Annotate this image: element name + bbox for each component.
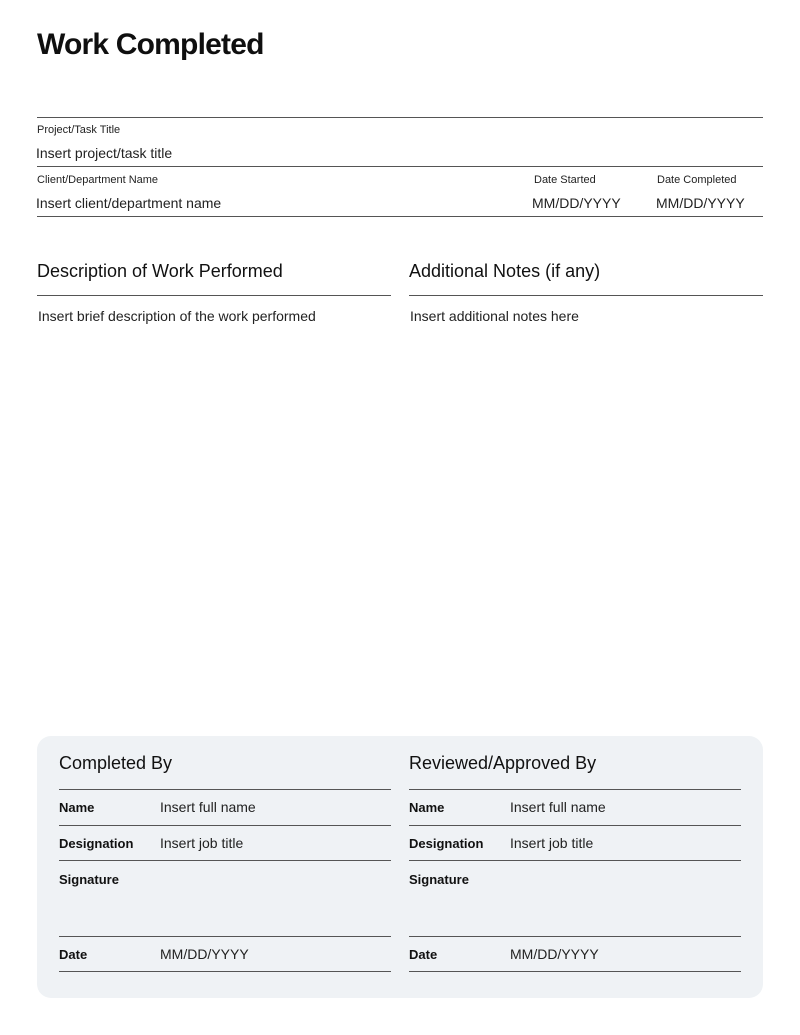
name-label: Name bbox=[409, 800, 445, 815]
date-label: Date bbox=[409, 947, 438, 962]
reviewed-by-name-field[interactable]: Insert full name bbox=[510, 799, 606, 815]
page-title: Work Completed bbox=[37, 28, 264, 61]
divider bbox=[409, 860, 741, 861]
divider bbox=[37, 117, 763, 118]
completed-by-name-field[interactable]: Insert full name bbox=[160, 799, 256, 815]
reviewed-by-designation-field[interactable]: Insert job title bbox=[510, 835, 594, 851]
divider bbox=[409, 936, 741, 937]
divider bbox=[409, 789, 741, 790]
designation-label: Designation bbox=[59, 836, 134, 851]
completed-by-heading: Completed By bbox=[59, 753, 173, 773]
divider bbox=[59, 860, 391, 861]
date-started-label: Date Started bbox=[534, 174, 596, 186]
divider bbox=[409, 295, 763, 296]
divider bbox=[59, 936, 391, 937]
divider bbox=[37, 166, 763, 167]
divider bbox=[409, 971, 741, 972]
name-label: Name bbox=[59, 800, 95, 815]
completed-by-date-field[interactable]: MM/DD/YYYY bbox=[160, 946, 249, 962]
date-completed-label: Date Completed bbox=[657, 174, 737, 186]
divider bbox=[59, 789, 391, 790]
client-name-label: Client/Department Name bbox=[37, 174, 159, 186]
date-started-field[interactable]: MM/DD/YYYY bbox=[532, 195, 621, 211]
reviewed-by-heading: Reviewed/Approved By bbox=[409, 753, 597, 773]
reviewed-by-date-field[interactable]: MM/DD/YYYY bbox=[510, 946, 599, 962]
divider bbox=[59, 971, 391, 972]
divider bbox=[59, 825, 391, 826]
notes-field[interactable]: Insert additional notes here bbox=[410, 308, 579, 324]
date-completed-field[interactable]: MM/DD/YYYY bbox=[656, 195, 745, 211]
signoff-panel bbox=[37, 736, 763, 998]
reviewed-by-section bbox=[409, 736, 741, 998]
completed-by-designation-field[interactable]: Insert job title bbox=[160, 835, 244, 851]
notes-heading: Additional Notes (if any) bbox=[409, 261, 601, 281]
signature-label: Signature bbox=[409, 872, 469, 887]
signature-label: Signature bbox=[59, 872, 119, 887]
divider bbox=[37, 295, 391, 296]
designation-label: Designation bbox=[409, 836, 484, 851]
completed-by-section bbox=[59, 736, 391, 998]
divider bbox=[37, 216, 763, 217]
description-heading: Description of Work Performed bbox=[37, 261, 283, 281]
project-title-field[interactable]: Insert project/task title bbox=[36, 145, 173, 161]
client-name-field[interactable]: Insert client/department name bbox=[36, 195, 222, 211]
divider bbox=[409, 825, 741, 826]
date-label: Date bbox=[59, 947, 88, 962]
project-title-label: Project/Task Title bbox=[37, 124, 121, 136]
description-field[interactable]: Insert brief description of the work performed bbox=[38, 308, 316, 324]
